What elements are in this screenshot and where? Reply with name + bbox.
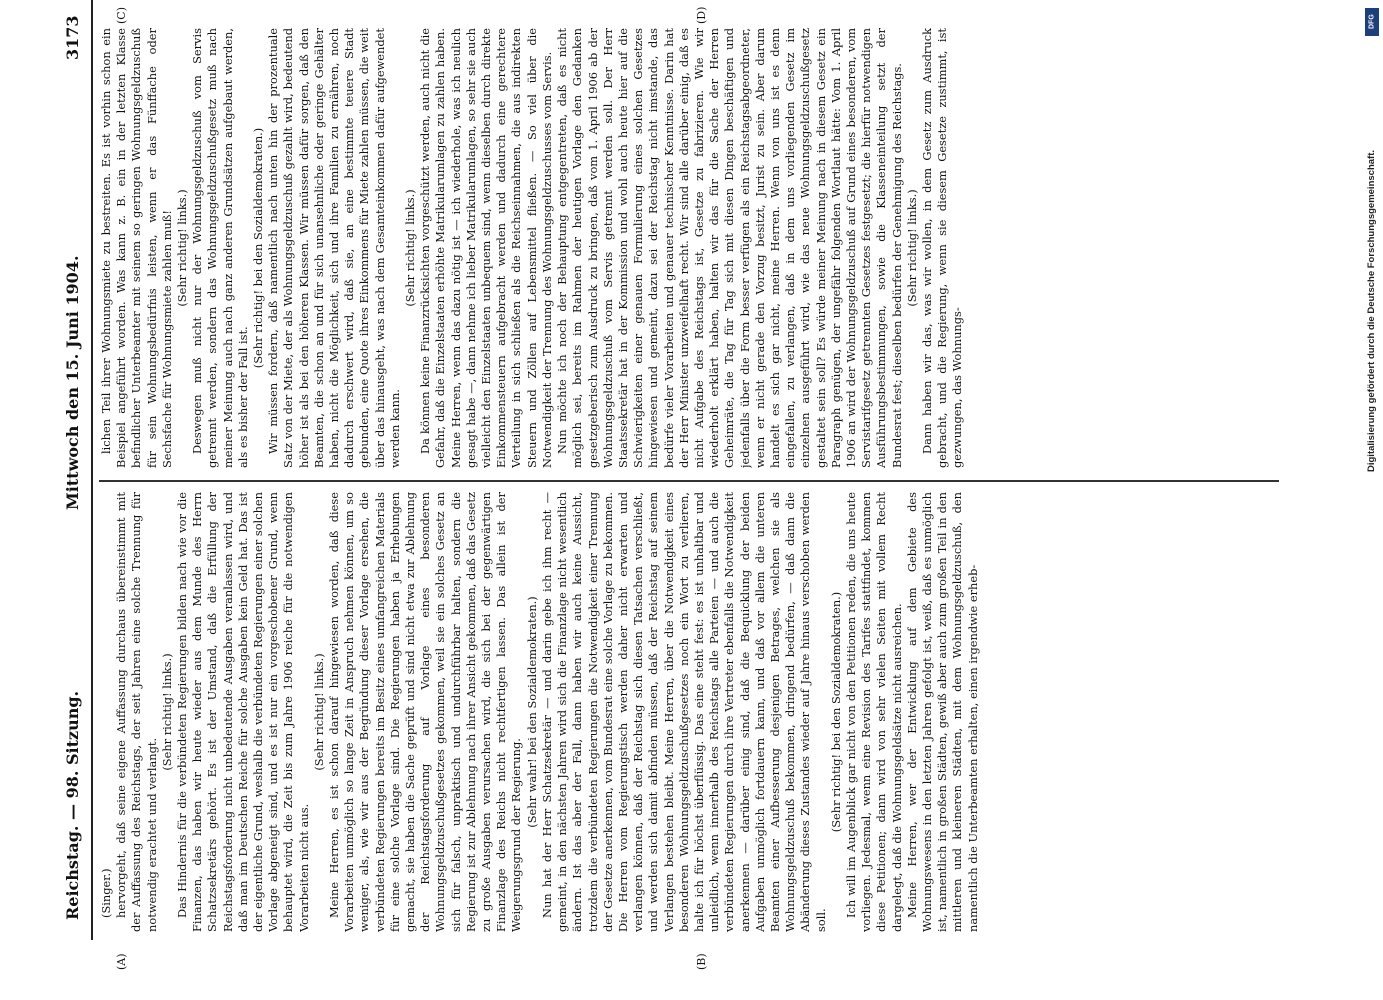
paragraph: Nun möchte ich noch der Behauptung entgegentreten, daß es nicht möglich sei, bereits im Rahmen der heutigen Vorlage den Gedanken gesetzgeberisch zum Ausdruck zu bringen, daß vom 1. April 1906 ab der Wohnungsgeldzuschuß vom Servis getrennt werden soll. Der Herr Staatssekretär hat in der Kommission und wohl auch heute hier auf die Schwierigkeiten einer genauen Formulierung eines solchen Gesetzes hingewiesen und gemeint, dazu sei der Reichstag nicht imstande, das bedürfe vieler Vorarbeiten und genauer technischer Kenntnisse. Darin hat der Herr Minister unzweifelhaft recht. Wir sind alle darüber einig, daß es nicht Aufgabe des Reichstags ist, Gesetze zu fabrizieren. Wie wir wiederholt erklärt haben, halten wir das für die Sache der Herren Geheimräte, die Tag für Tag sich mit diesen Dingen beschäftigen und jedenfalls über die Form besser verfügen als ein Reichstagsabgeordneter, wenn er nicht gerade den Vorzug besitzt, Jurist zu sein. Aber darum handelt es sich gar nicht, meine Herren. Wenn von uns ist es denn eingefallen, zu verlangen, daß in dem uns vorliegenden Gesetz im einzelnen ausgeführt wird, wie das neue Wohnungsgeldzuschußgesetz gestaltet sein soll? Es würde meiner Meinung nach in diesem Gesetz ein Paragraph genügen, der ungefähr folgenden Wortlaut hätte: Vom 1. April 1906 an wird der Wohnungsgeldzuschuß auf Grund eines besonderen, vom Servistarifgesetz getrennten Gesetzes festgesetzt; die hierfür notwendigen Ausführungsbestimmungen, sowie die Klasseneinteilung setzt der Bundesrat fest; dieselben bedürfen der Genehmigung des Reichstags. (555, 28, 904, 468)
margin-mark-c: (C) (115, 7, 128, 24)
left-column (99, 492, 1279, 932)
page-header (55, 0, 89, 940)
interjection: (Sehr richtig! bei den Sozialdemokraten.) (828, 591, 843, 833)
margin-mark-d: (D) (695, 6, 708, 24)
paragraph: Da können keine Finanzrücksichten vorgeschützt werden, auch nicht die Gefahr, daß die Einzelstaaten erhöhte Matrikularumlagen zu zahlen haben. Meine Herren, wenn das dazu nötig ist — ich wiederhole, was ich neulich gesagt habe —, dann nehme ich lieber Matrikularumlagen, so sehr sie auch vielleicht den Einzelstaaten unbequem sind, wenn dieselben durch direkte Einkommensteuern aufgebracht werden und dadurch eine gerechtere Verteilung in sich schließen als die Reichseinnahmen, die aus indirekten Steuern und Zöllen auf Lebensmittel fließen. — So viel über die Notwendigkeit der Trennung des Wohnungsgeldzuschusses vom Servis. (418, 28, 554, 468)
margin-mark-a: (A) (115, 953, 128, 970)
paragraph: Das Hindernis für die verbündeten Regierungen bilden nach wie vor die Finanzen, das haben wir heute wieder aus dem Munde des Herrn Schatzsekretärs gehört. Es ist der Umstand, daß die Erfüllung der Reichstagsforderung nicht unbedeutende Ausgaben veranlassen wird, und daß man im Deutschen Reiche für solche Ausgaben kein Geld hat. Das ist der eigentliche Grund, weshalb die verbündeten Regierungen einer solchen Vorlage abgeneigt sind, und es ist nur ein vorgeschobener Grund, wenn behauptet wird, die Zeit bis zum Jahre 1906 reiche für die notwendigen Vorarbeiten nicht aus. (175, 492, 311, 932)
margin-mark-b: (B) (695, 953, 708, 970)
paragraph: hervorgeht, daß seine eigene Auffassung durchaus übereinstimmt mit der Auffassung des Reichstags, der seit Jahren eine solche Trennung für notwendig erachtet und verlangt. (114, 492, 159, 932)
paragraph: Meine Herren, es ist schon darauf hingewiesen worden, daß diese Vorarbeiten unmöglich so lange Zeit in Anspruch nehmen können, um so weniger, als, wie wir aus der Begründung dieser Vorlage ersehen, die verbündeten Regierungen bereits im Besitz eines umfangreichen Materials für eine solche Vorlage sind. Die Regierungen haben ja Erhebungen gemacht, sie haben die Sache geprüft und sind nicht etwa zur Ablehnung der Reichstagsforderung auf Vorlage eines besonderen Wohnungsgeldzuschußgesetzes gekommen, weil sie ein solches Gesetz an sich für falsch, unpraktisch und undurchführbar halten, sondern die Regierung ist zur Ablehnung nach ihrer Ansicht gekommen, daß das Gesetz zu große Ausgaben verursachen wird, die sich bei der gegenwärtigen Finanzlage des Reichs nicht rechtfertigen lassen. Das allein ist der Weigerungsgrund der Regierung. (327, 492, 524, 932)
header-date: Mittwoch den 15. Juni 1904. (63, 255, 82, 510)
interjection: (Sehr wahr! bei den Sozialdemokraten.) (524, 596, 539, 828)
paragraph: Meine Herren, wer der Entwicklung auf dem Gebiete des Wohnungswesens in den letzten Jahren gefolgt ist, weiß, daß es unmöglich ist, namentlich in großen Städten, gewiß aber auch zum großen Teil in den mittleren und kleineren Städten, mit dem Wohnungsgeldzuschuß, den namentlich die Unterbeamten erhalten, einen irgendwie erheb- (904, 492, 980, 932)
interjection: (Sehr richtig! links.) (311, 653, 326, 771)
paragraph: (Singer.) (99, 868, 113, 918)
paragraph: Nun hat der Herr Schatzsekretär — und darin gebe ich ihm recht — gemeint, in den nächsten Jahren wird sich die Finanzlage nicht wesentlich ändern. Ist das aber der Fall, dann haben wir auch keine Aussicht, trotzdem die verbündeten Regierungen die Notwendigkeit einer Trennung der Gesetze anerkennen, vom Bundesrat eine solche Vorlage zu bekommen. Die Herren vom Regierungstisch werden daher nicht erwarten und verlangen können, daß der Reichstag sich diesen Tatsachen verschließt, und werden sich damit abfinden müssen, daß der Reichstag auf seinem Verlangen bestehen bleibt. Meine Herren, über die Notwendigkeit eines besonderen Wohnungsgeldzuschußgesetzes noch ein Wort zu verlieren, halte ich für höchst überflüssig. Das eine steht fest: es ist unhaltbar und unleidlich, wenn innerhalb des Reichstags alle Parteien — und auch die verbündeten Regierungen durch ihre Vertreter ebenfalls die Notwendigkeit anerkennen — darüber einig sind, daß die Bequicklung der beiden Aufgaben unmöglich fortdauern kann, und daß vor allem die unteren Beamten einer Aufbesserung desjenigen Betrages, welchen sie als Wohnungsgeldzuschuß bekommen, dringend bedürfen, — daß dann die Abänderung dieses Zustandes wieder auf Jahre hinaus verschoben werden soll. (539, 492, 828, 932)
paragraph: Wir müssen fordern, daß namentlich nach unten hin der prozentuale Satz von der Miete, der als Wohnungsgeldzuschuß gezahlt wird, bedeutend höher ist als bei den höheren Klassen. Wir müssen dafür sorgen, daß den Beamten, die schon an und für sich unansehnliche oder geringe Gehälter haben, nicht die Möglichkeit, sich und ihre Familien zu ernähren, noch dadurch erschwert wird, daß sie, an eine bestimmte teuere Stadt gebunden, eine Quote ihres Einkommens für Miete zahlen müssen, die weit über das hinausgeht, was nach dem Gesamteinkommen dafür aufgewendet werden kann. (266, 28, 402, 468)
interjection: (Sehr richtig! bei den Sozialdemokraten.) (251, 127, 266, 369)
right-column (99, 28, 1279, 468)
paragraph: Ich will im Augenblick gar nicht von den Petitionen reden, die uns heute vorliegen. Jedesmal, wenn eine Revision des Tarifes stattfindet, kommen diese Petitionen; dann wird von sehr vielen Seiten mit vollem Recht dargelegt, daß die Wohnungsgeldsätze nicht ausreichen. (843, 492, 904, 932)
header-session: Reichstag. — 98. Sitzung. (63, 690, 82, 920)
paragraph: Dann haben wir das, was wir wollen, in dem Gesetz zum Ausdruck gebracht, und die Regierung, wenn sie diesem Gesetze zustimmt, ist gezwungen, das Wohnungs- (919, 28, 965, 468)
dfg-logo: DFG (1365, 8, 1379, 36)
paragraph: lichen Teil ihrer Wohnungsmiete zu bestreiten. Es ist vorhin schon ein Beispiel angeführt worden. Was kann z. B. ein in der letzten Klasse befindlicher Unterbeamter mit seinem so geringen Wohnungsgeldzuschuß für sein Wohnungsbedürfnis leisten, wenn er das Fünffache oder Sechsfache für Wohnungsmiete zahlen muß! (99, 28, 174, 468)
digitization-note: Digitalisierung gefördert durch die Deutsche Forschungsgemeinschaft. (1366, 150, 1377, 472)
interjection: (Sehr richtig! links.) (403, 189, 418, 307)
header-rule (91, 0, 93, 940)
rotated-page (55, 0, 1345, 970)
interjection: (Sehr richtig! links.) (904, 189, 919, 307)
paragraph: Deswegen muß nicht nur der Wohnungsgeldzuschuß vom Servis getrennt werden, sondern das Wohnungsgeldzuschußgesetz muß nach meiner Meinung auch nach ganz anderen Grundsätzen aufgebaut werden, als es bisher der Fall ist. (190, 28, 250, 468)
interjection: (Sehr richtig! links.) (159, 653, 174, 771)
column-divider (99, 480, 1279, 482)
interjection: (Sehr richtig! links.) (175, 189, 190, 307)
page-number: 3173 (63, 15, 82, 60)
